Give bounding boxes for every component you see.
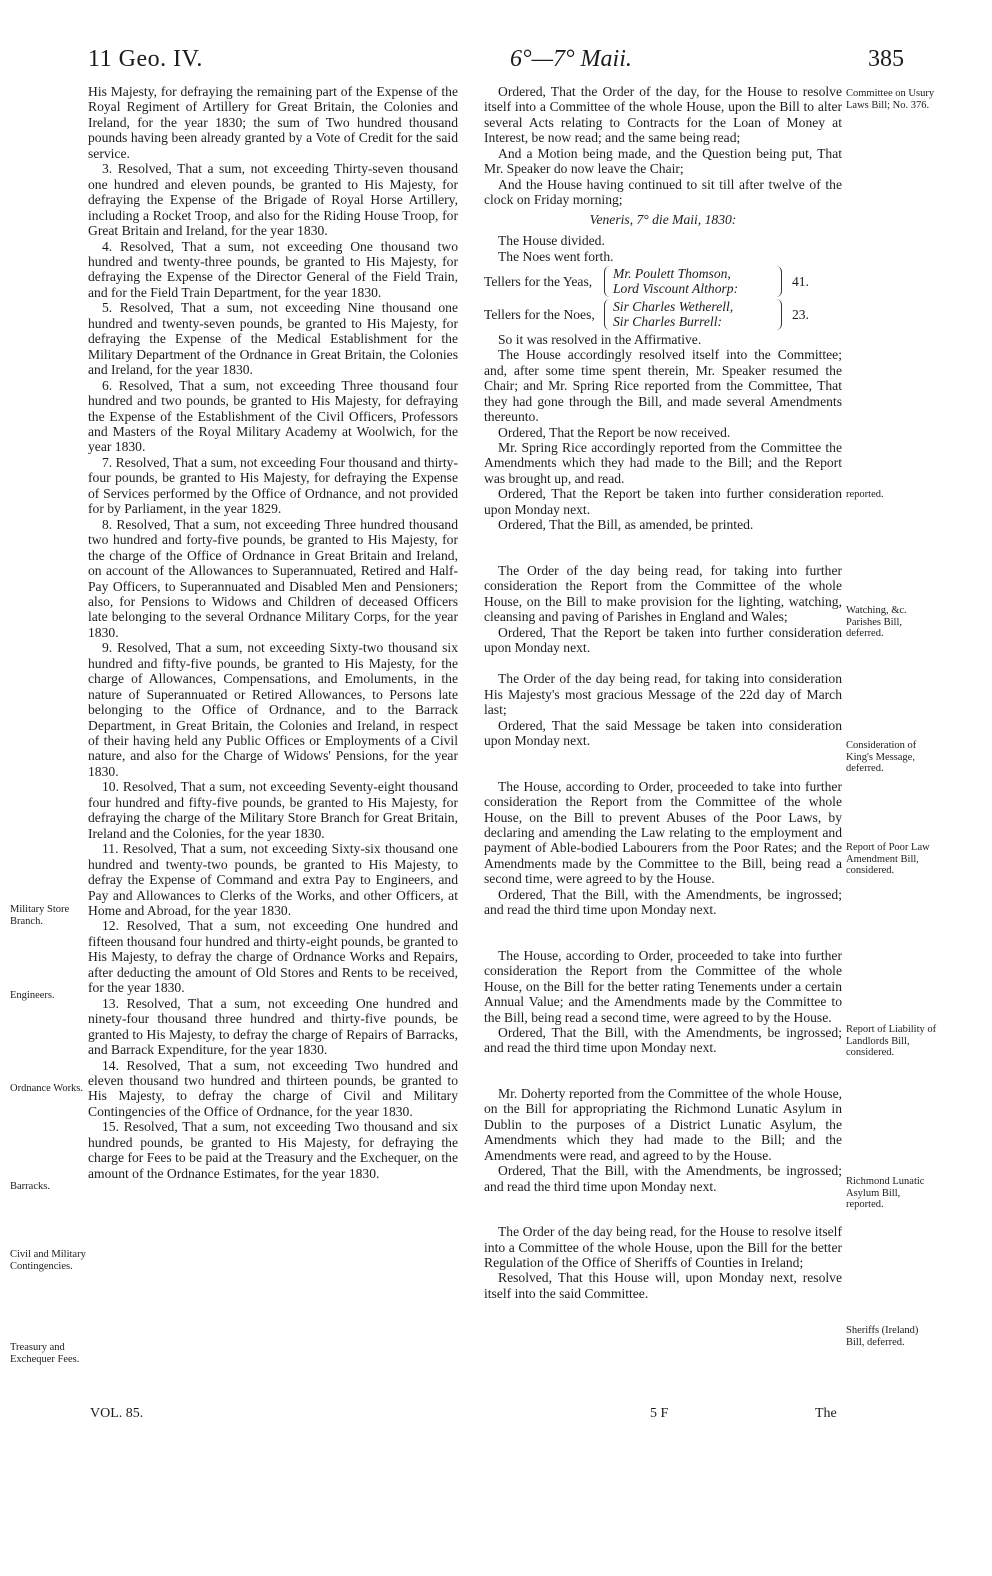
- usury-printed: Ordered, That the Bill, as amended, be printed.: [498, 517, 754, 533]
- usury-report-received: Ordered, That the Report be now received.: [498, 424, 731, 440]
- margin-note-barracks: Barracks.: [10, 1181, 50, 1192]
- teller-yea-1: Mr. Poulett Thomson,: [613, 265, 731, 281]
- noes-went-forth: The Noes went forth.: [498, 248, 614, 264]
- signature-mark: 5 F: [650, 1406, 669, 1421]
- resolved-affirmative: So it was resolved in the Affirmative.: [498, 331, 702, 347]
- margin-note-sheriffs: Sheriffs (Ireland) Bill, deferred.: [846, 1325, 919, 1348]
- usury-report-monday: Ordered, That the Report be taken into further consideration upon Monday next.: [484, 486, 842, 517]
- margin-note-treasury: Treasury and Exchequer Fees.: [10, 1342, 80, 1365]
- noes-count: 23.: [792, 306, 809, 322]
- sheriffs-order: The Order of the day being read, for the House to resolve itself into a Committee of the whole House, upon the Bill for the better Regulation of the Office of Sheriffs of Counties in Ireland;: [484, 1224, 842, 1270]
- resolution-6: 6. Resolved, That a sum, not exceeding Three thousand four hundred and two pounds, be granted to His Majesty, for defraying the Expense of the Establishment of the Civil Officers, Professors and Masters of the Royal Military Academy at Woolwich, for the year 1830.: [88, 377, 458, 455]
- margin-note-civil-military: Civil and Military Contingencies.: [10, 1249, 86, 1272]
- teller-yea-2: Lord Viscount Althorp:: [613, 281, 739, 297]
- margin-note-poor-law: Report of Poor Law Amendment Bill, considered.: [846, 842, 930, 876]
- margin-note-reported: reported.: [846, 489, 884, 500]
- resolution-14: 14. Resolved, That a sum, not exceeding Two hundred and eleven thousand two hundred and thirteen pounds, be granted to His Majesty, to defray the charge of Civil and Military Contingencies of the Office of Ordnance, for the year 1830.: [88, 1057, 458, 1119]
- margin-note-ordnance-works: Ordnance Works.: [10, 1083, 84, 1094]
- resolution-8: 8. Resolved, That a sum, not exceeding Three hundred thousand two hundred and forty-five pounds, be granted to His Majesty, for the charge of the Office of Ordnance in Great Britain and Ireland, on account of the Allowances to Superannuated, Retired and Half-Pay Officers, to Superannuated and Disabled Men and Pensioners; also, for Pensions to Widows and Children of deceased Officers late belonging to the several Ordnance Military Corps, for the year 1830.: [88, 516, 458, 640]
- tellers-yeas-label: Tellers for the Yeas,: [484, 273, 593, 289]
- resolution-12: 12. Resolved, That a sum, not exceeding One hundred and fifteen thousand four hundred and thirty-eight pounds, be granted to His Majesty, to defray the charge of Ordnance Works and Repairs, after deducting the amount of Old Stores and Rents to be received, for the year 1830.: [88, 918, 458, 996]
- resolution-13: 13. Resolved, That a sum, not exceeding One hundred and ninety-four thousand three hundred and thirty-five pounds, be granted to His Majesty, to defray the charge of Repairs of Barracks, and Barrack Expenditure, for the year 1830.: [88, 995, 458, 1058]
- usury-order: Ordered, That the Order of the day, for the House to resolve itself into a Committee of the whole House, upon the Bill to alter several Acts relating to Contracts for the Loan of Money at Interest, be now read; and the same being read;: [484, 84, 842, 146]
- right-column: [484, 84, 842, 1301]
- sitting-date: Veneris, 7° die Maii, 1830:: [589, 211, 737, 227]
- resolution-3: 3. Resolved, That a sum, not exceeding Thirty-seven thousand one hundred and eleven pounds, be granted to His Majesty, for defraying the Expense of the Brigade of Royal Horse Artillery, including a Rocket Troop, and also for the Riding House Troop, for Great Britain and Ireland, for the year 1830.: [88, 161, 458, 239]
- resolution-11: 11. Resolved, That a sum, not exceeding Sixty-six thousand one hundred and twenty-two pounds, be granted to His Majesty, to defray the Expense of Command and extra Pay to Engineers, and Pay and Allowances to Clerks of the Works, and other Officers, at Home and Abroad, for the year 1830.: [88, 841, 458, 919]
- usury-sitting: And the House having continued to sit till after twelve of the clock on Friday morning;: [484, 176, 842, 208]
- resolution-5: 5. Resolved, That a sum, not exceeding Nine thousand one hundred and twenty-seven pounds, be granted to His Majesty, for defraying the Expense of the Medical Establishment for the Military Department of the Ordnance in Great Britain, the Colonies and Ireland, for the year 1830.: [88, 300, 458, 378]
- landlords-ordered: Ordered, That the Bill, with the Amendments, be ingrossed; and read the third time upon Monday next.: [484, 1025, 842, 1056]
- running-head-date: 6°—7° Maii.: [510, 46, 632, 72]
- tellers-yeas-names: [604, 266, 782, 297]
- page-number: 385: [868, 46, 904, 72]
- usury-committee: The House accordingly resolved itself into the Committee; and, after some time spent therein, Mr. Speaker resumed the Chair; and Mr. Spring Rice reported from the Committee, That they had gone through the Bill, and made several Amendments thereunto.: [484, 347, 842, 425]
- margin-note-military-store: Military Store Branch.: [10, 904, 70, 927]
- margin-note-message: Consideration of King's Message, deferred.: [846, 740, 917, 774]
- watching-ordered: Ordered, That the Report be taken into further consideration upon Monday next.: [484, 624, 842, 655]
- richmond-report: Mr. Doherty reported from the Committee of the whole House, on the Bill for appropriating the Richmond Lunatic Asylum in Dublin to the purposes of a District Lunatic Asylum, the Amendments which they had made to the Bill; and the Amendments were read, and agreed to by the House.: [484, 1085, 842, 1163]
- tellers-noes-names: [604, 299, 782, 330]
- usury-report-read: Mr. Spring Rice accordingly reported from the Committee the Amendments which they had made to the Bill; and the Report was brought up, and read.: [484, 439, 842, 486]
- volume-number: VOL. 85.: [90, 1406, 144, 1421]
- paragraph-continuation: His Majesty, for defraying the remaining part of the Expense of the Royal Regiment of Artillery for Great Britain, the Colonies and Ireland, for the year 1830; the sum of Two hundred thousand pounds having been already granted by a Vote of Credit for the said service.: [88, 84, 458, 161]
- watching-order: The Order of the day being read, for taking into further consideration the Report from the Committee of the whole House, on the Bill to make provision for the lighting, watching, cleansing and paving of Parishes in England and Wales;: [484, 562, 842, 625]
- tellers-noes-label: Tellers for the Noes,: [484, 306, 595, 322]
- teller-no-1: Sir Charles Wetherell,: [613, 298, 734, 314]
- teller-no-2: Sir Charles Burrell:: [613, 314, 723, 330]
- margin-note-watching: Watching, &c. Parishes Bill, deferred.: [846, 605, 907, 639]
- tellers-noes: [484, 299, 842, 330]
- message-order: The Order of the day being read, for taking into consideration His Majesty's most gracious Message of the 22d day of March last;: [484, 671, 842, 718]
- margin-note-engineers: Engineers.: [10, 990, 55, 1001]
- margin-note-landlords: Report of Liability of Landlords Bill, considered.: [846, 1024, 937, 1058]
- running-head-regnal-year: 11 Geo. IV.: [88, 46, 203, 72]
- resolution-10: 10. Resolved, That a sum, not exceeding Seventy-eight thousand four hundred and fifty-five pounds, be granted to His Majesty, for defraying the charge of the Military Store Branch for Great Britain, Ireland and the Colonies, for the year 1830.: [88, 779, 458, 841]
- tellers-yeas: [484, 266, 842, 297]
- house-divided: The House divided.: [498, 233, 605, 249]
- margin-note-richmond: Richmond Lunatic Asylum Bill, reported.: [846, 1176, 925, 1210]
- resolution-7: 7. Resolved, That a sum, not exceeding Four thousand and thirty-four pounds, be granted to His Majesty, for defraying the Expense of Services performed by the Office of Ordnance, and not provided for by Parliament, in the year 1829.: [88, 454, 458, 517]
- resolution-9: 9. Resolved, That a sum, not exceeding Sixty-two thousand six hundred and fifty-five pounds, be granted to His Majesty, for the charge of Allowances, Compensations, and Emoluments, in the nature of Superannuated or Retired Allowances, to Persons late belonging to the Office of Ordnance, and to the Barrack Department, in Great Britain, the Colonies and Ireland, in respect of their having held any Public Offices or Employments of a Civil nature, and also for the Charge of Widows' Pensions, for the year 1830.: [88, 640, 458, 779]
- poor-law-ordered: Ordered, That the Bill, with the Amendments, be ingrossed; and read the third time upon Monday next.: [484, 886, 842, 918]
- landlords-proceeding: The House, according to Order, proceeded to take into further consideration the Report from the Committee of the whole House, on the Bill for the better rating Tenements under a certain Annual Value; and the Amendments made by the Committee to the Bill, being read a second time, were agreed to by the House.: [484, 947, 842, 1025]
- usury-motion: And a Motion being made, and the Question being put, That Mr. Speaker do now leave the Chair;: [484, 145, 842, 177]
- left-column: [88, 84, 458, 1181]
- message-ordered: Ordered, That the said Message be taken into consideration upon Monday next.: [484, 717, 842, 749]
- margin-note-usury: Committee on Usury Laws Bill; No. 376.: [846, 88, 935, 111]
- sheriffs-resolved: Resolved, That this House will, upon Monday next, resolve itself into the said Committee.: [484, 1270, 842, 1301]
- richmond-ordered: Ordered, That the Bill, with the Amendments, be ingrossed; and read the third time upon Monday next.: [484, 1163, 842, 1194]
- resolution-15: 15. Resolved, That a sum, not exceeding Two thousand and six hundred pounds, be granted to His Majesty, for defraying the charge for Fees to be paid at the Treasury and the Exchequer, on the amount of the Ordnance Estimates, for the year 1830.: [88, 1119, 458, 1181]
- resolution-4: 4. Resolved, That a sum, not exceeding One thousand two hundred and twenty-three pounds, be granted to His Majesty, for defraying the Expense of the Director General of the Field Train, and for the Field Train Department, for the year 1830.: [88, 238, 458, 300]
- catchword: The: [815, 1406, 837, 1421]
- yeas-count: 41.: [792, 273, 809, 289]
- poor-law-proceeding: The House, according to Order, proceeded to take into further consideration the Report from the Committee of the whole House, on the Bill to prevent Abuses of the Poor Laws, by declaring and amending the Law relating to the employment and payment of Able-bodied Labourers from the Poor Rates; and the Amendments made by the Committee to the Bill, being read a second time, were agreed to by the House.: [484, 778, 842, 887]
